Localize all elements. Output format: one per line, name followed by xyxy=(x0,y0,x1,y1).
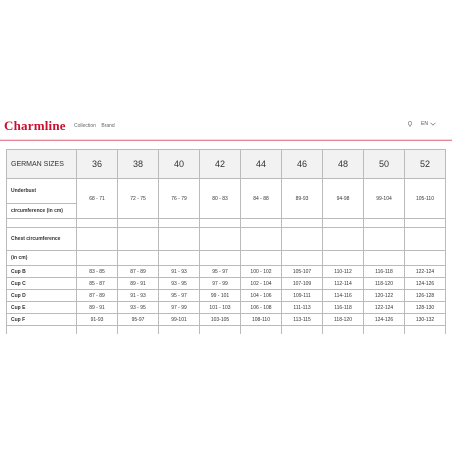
size-header-52: 52 xyxy=(405,150,446,179)
cup-value: 106 - 108 xyxy=(241,302,282,314)
nav-brand[interactable]: Brand xyxy=(101,123,115,129)
chevron-down-icon xyxy=(430,122,436,126)
cup-value: 126-128 xyxy=(405,290,446,302)
cup-label: Cup E xyxy=(7,302,77,314)
nav-collection[interactable]: Collection xyxy=(74,123,96,129)
language-label: EN xyxy=(421,121,428,127)
cup-label: Cup B xyxy=(7,266,77,278)
location-pin-icon[interactable] xyxy=(407,121,413,127)
chest-row xyxy=(7,228,446,251)
cup-value: 118-120 xyxy=(323,314,364,326)
cup-value: 95 - 97 xyxy=(159,290,200,302)
cup-value: 85 - 87 xyxy=(77,278,118,290)
cup-value: 130-132 xyxy=(405,314,446,326)
cup-value: 114-116 xyxy=(323,290,364,302)
main-nav xyxy=(74,123,119,129)
header-tools xyxy=(407,121,436,127)
cup-value: 128-130 xyxy=(405,302,446,314)
language-selector[interactable] xyxy=(421,121,436,127)
cup-label: Cup D xyxy=(7,290,77,302)
cup-value: 87 - 89 xyxy=(77,290,118,302)
underbust-value: 72 - 75 xyxy=(118,179,159,219)
size-header-50: 50 xyxy=(364,150,405,179)
underbust-value: 80 - 83 xyxy=(200,179,241,219)
cup-value: 109-111 xyxy=(282,290,323,302)
cup-value: 93 - 95 xyxy=(159,278,200,290)
underbust-value: 94-98 xyxy=(323,179,364,219)
cup-value: 104 - 106 xyxy=(241,290,282,302)
cup-value: 116-118 xyxy=(323,302,364,314)
underbust-unit-label: circumference (in cm) xyxy=(7,204,77,219)
cup-value: 97 - 99 xyxy=(200,278,241,290)
underbust-value: 68 - 71 xyxy=(77,179,118,219)
underbust-value: 89-93 xyxy=(282,179,323,219)
cup-value: 91-93 xyxy=(77,314,118,326)
site-header xyxy=(0,112,452,140)
cup-row xyxy=(7,302,446,314)
cup-value: 97 - 99 xyxy=(159,302,200,314)
cup-value: 99 - 101 xyxy=(200,290,241,302)
chest-unit-row xyxy=(7,251,446,266)
cup-value: 89 - 91 xyxy=(118,278,159,290)
cup-value: 116-118 xyxy=(364,266,405,278)
size-header-48: 48 xyxy=(323,150,364,179)
underbust-value: 76 - 79 xyxy=(159,179,200,219)
size-header-42: 42 xyxy=(200,150,241,179)
header-accent-line xyxy=(0,140,452,141)
size-header-46: 46 xyxy=(282,150,323,179)
spacer-row xyxy=(7,219,446,228)
cup-value: 105-107 xyxy=(282,266,323,278)
size-header-36: 36 xyxy=(77,150,118,179)
chest-unit-label: (in cm) xyxy=(7,251,77,266)
cup-value: 100 - 102 xyxy=(241,266,282,278)
content-clip xyxy=(0,334,452,452)
cup-row xyxy=(7,278,446,290)
brand-logo[interactable]: Charmline xyxy=(4,118,66,133)
cup-value: 93 - 95 xyxy=(118,302,159,314)
cup-label: Cup F xyxy=(7,314,77,326)
underbust-value: 99-104 xyxy=(364,179,405,219)
underbust-value: 84 - 88 xyxy=(241,179,282,219)
cup-value: 87 - 89 xyxy=(118,266,159,278)
cup-value: 89 - 91 xyxy=(77,302,118,314)
cup-value: 103-105 xyxy=(200,314,241,326)
cup-value: 101 - 103 xyxy=(200,302,241,314)
underbust-value: 105-110 xyxy=(405,179,446,219)
cup-value: 112-114 xyxy=(323,278,364,290)
cup-row xyxy=(7,290,446,302)
cup-value: 120-122 xyxy=(364,290,405,302)
cup-value: 91 - 93 xyxy=(159,266,200,278)
german-sizes-header: GERMAN SIZES xyxy=(7,150,77,179)
cup-value: 124-126 xyxy=(405,278,446,290)
size-header-38: 38 xyxy=(118,150,159,179)
cup-value: 110-112 xyxy=(323,266,364,278)
cup-value: 124-126 xyxy=(364,314,405,326)
cup-value: 118-120 xyxy=(364,278,405,290)
cup-label: Cup C xyxy=(7,278,77,290)
cup-row xyxy=(7,266,446,278)
cup-value: 91 - 93 xyxy=(118,290,159,302)
size-header-40: 40 xyxy=(159,150,200,179)
underbust-label: Underbust xyxy=(7,179,77,204)
chest-label: Chest circumference xyxy=(7,228,77,251)
size-header-44: 44 xyxy=(241,150,282,179)
cup-value: 111-113 xyxy=(282,302,323,314)
cup-value: 102 - 104 xyxy=(241,278,282,290)
cup-value: 107-109 xyxy=(282,278,323,290)
cup-value: 95 - 97 xyxy=(200,266,241,278)
cup-value: 95-97 xyxy=(118,314,159,326)
cup-value: 122-124 xyxy=(364,302,405,314)
cup-value: 99-101 xyxy=(159,314,200,326)
cup-value: 83 - 85 xyxy=(77,266,118,278)
cup-value: 108-110 xyxy=(241,314,282,326)
underbust-row xyxy=(7,179,446,204)
cup-row xyxy=(7,314,446,326)
size-header-row xyxy=(7,150,446,179)
cup-value: 122-124 xyxy=(405,266,446,278)
size-chart-table xyxy=(6,149,446,346)
cup-value: 113-115 xyxy=(282,314,323,326)
